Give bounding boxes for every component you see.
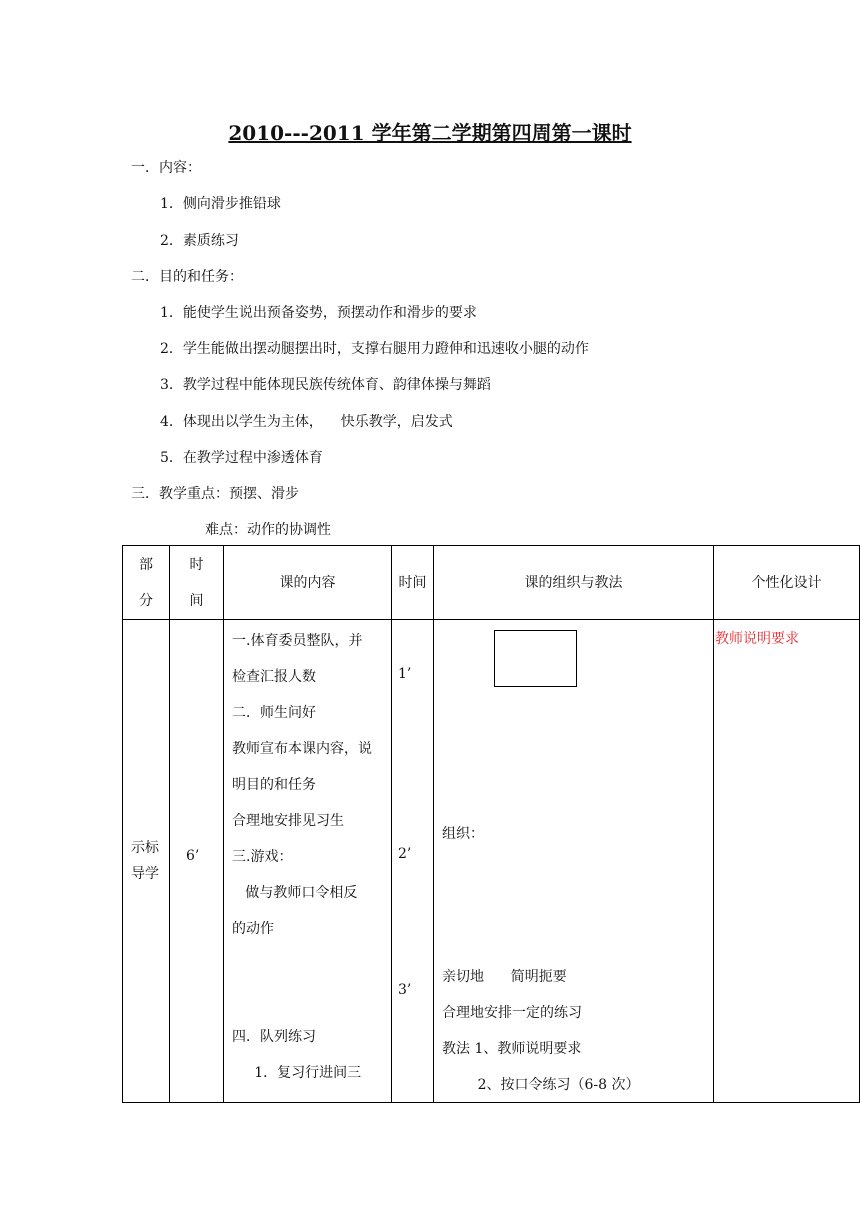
- section-goals-heading: 二．目的和任务：: [131, 269, 243, 285]
- organization-cell: [434, 620, 714, 1103]
- content-line: 一.体育委员整队，并: [232, 633, 363, 649]
- header-time-2: 时间: [392, 546, 434, 620]
- section-content-heading: 一．内容：: [131, 160, 201, 176]
- content-line: 做与教师口令相反: [232, 885, 358, 901]
- header-part: 部 分: [123, 546, 170, 620]
- time-detail-cell: [392, 620, 434, 1103]
- section-focus-heading: 三．教学重点：预摆、滑步: [131, 486, 299, 502]
- content-line: 1．复习行进间三: [232, 1065, 362, 1081]
- content-line: 检查汇报人数: [232, 669, 316, 685]
- personal-design-cell: [714, 620, 860, 1103]
- org-line: 教法 1、教师说明要求: [442, 1041, 582, 1057]
- difficulty-line: 难点：动作的协调性: [205, 522, 331, 538]
- content-line: 的动作: [232, 921, 274, 937]
- content-line: 四．队列练习: [232, 1029, 316, 1045]
- time-value: 6’: [186, 848, 200, 864]
- part-label: 示标 导学: [131, 840, 159, 882]
- goal-item-4: 4．体现出以学生为主体， 快乐教学，启发式: [160, 414, 453, 430]
- part-cell: [123, 620, 170, 1103]
- goal-item-1: 1．能使学生说出预备姿势，预摆动作和滑步的要求: [160, 305, 477, 321]
- header-time: 时 间: [170, 546, 224, 620]
- formation-diagram-rect: [494, 630, 577, 687]
- header-organization: 课的组织与教法: [434, 546, 714, 620]
- content-line: 合理地安排见习生: [232, 813, 344, 829]
- header-content: 课的内容: [224, 546, 392, 620]
- org-line: 亲切地 简明扼要: [442, 969, 567, 985]
- personal-note: 教师说明要求: [715, 631, 799, 647]
- header-personal-design: 个性化设计: [714, 546, 860, 620]
- content-item-1: 1．侧向滑步推铅球: [160, 196, 281, 212]
- lesson-table: [122, 545, 860, 1103]
- page-title: 2010---2011 学年第二学期第四周第一课时: [228, 121, 632, 145]
- goal-item-2: 2．学生能做出摆动腿摆出时，支撑右腿用力蹬伸和迅速收小腿的动作: [160, 341, 589, 357]
- content-cell: [224, 620, 392, 1103]
- org-line: 组织：: [442, 826, 484, 842]
- content-line: 教师宣布本课内容，说: [232, 741, 372, 757]
- content-line: 二．师生问好: [232, 705, 316, 721]
- content-item-2: 2．素质练习: [160, 233, 239, 249]
- org-line: 2、按口令练习（6-8 次）: [442, 1077, 640, 1093]
- time-cell: [170, 620, 224, 1103]
- table-header-row: [123, 546, 860, 620]
- table-row: [123, 620, 860, 1103]
- goal-item-3: 3．教学过程中能体现民族传统体育、韵律体操与舞蹈: [160, 377, 491, 393]
- time-mark: 2’: [398, 846, 412, 862]
- goal-item-5: 5．在教学过程中渗透体育: [160, 450, 323, 466]
- content-line: 三.游戏：: [232, 849, 293, 865]
- org-line: 合理地安排一定的练习: [442, 1005, 582, 1021]
- time-mark: 1’: [398, 666, 412, 682]
- content-line: 明目的和任务: [232, 777, 316, 793]
- time-mark: 3’: [398, 982, 412, 998]
